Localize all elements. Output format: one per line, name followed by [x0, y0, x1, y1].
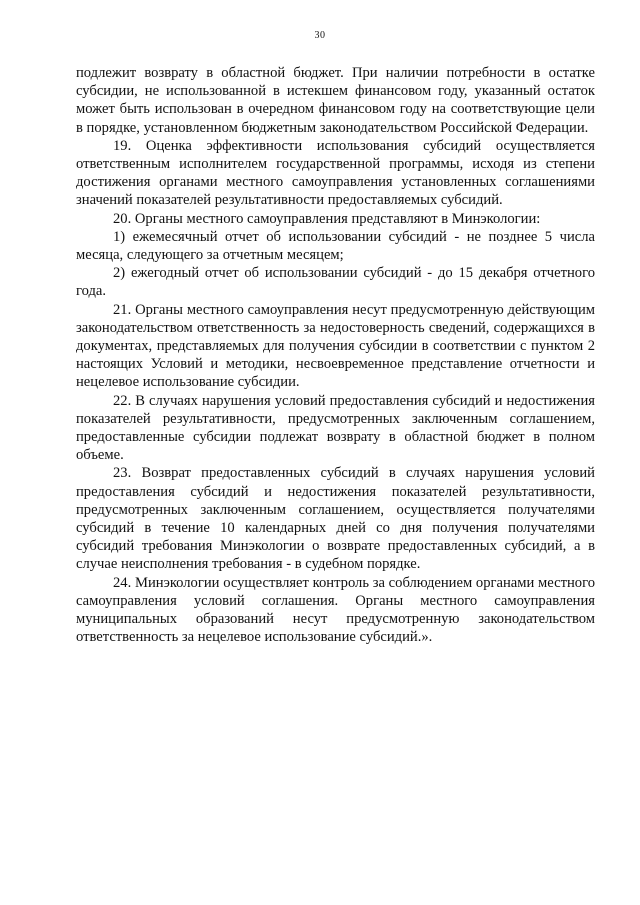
paragraph-20: 20. Органы местного самоуправления представляют в Минэкологии:	[113, 210, 541, 227]
paragraph-20-item-2: 2) ежегодный отчет об использовании субсидий - до 15 декабря отчетного года.	[76, 265, 595, 300]
paragraph-22: 22. В случаях нарушения условий предоставления субсидий и недостижения показателей результативности, предусмотренных заключенным соглашением, предоставленные субсидии подлежат возврату в областной бюджет в полном объеме.	[76, 392, 595, 464]
paragraph-19: 19. Оценка эффективности использования субсидий осуществляется ответственным исполнителем государственной программы, исходя из степени достижения органами местного самоуправления установленных соглашениями значений показателей результативности предоставляемых субсидий.	[76, 137, 595, 209]
paragraph-24: 24. Минэкологии осуществляет контроль за соблюдением органами местного самоуправления условий соглашения. Органы местного самоуправления муниципальных образований несут предусмотренную законодательством ответственность за нецелевое использование субсидий.».	[76, 574, 595, 646]
paragraph-21: 21. Органы местного самоуправления несут предусмотренную действующим законодательством ответственность за недостоверность сведений, содержащихся в документах, представляемых для получения субсидии в соответствии с пунктом 2 настоящих Условий и методики, несвоевременное представление отчетности и нецелевое использование субсидии.	[76, 301, 595, 391]
page-number: 30	[314, 30, 326, 41]
paragraph-continuation: подлежит возврату в областной бюджет. При наличии потребности в остатке субсидии, не использованной в истекшем финансовом году, указанный остаток может быть использован в очередном финансовом году на соответствующие цели в порядке, установленном бюджетным законодательством Российской Федерации.	[76, 65, 595, 136]
document-body	[76, 64, 595, 647]
paragraph-20-item-1: 1) ежемесячный отчет об использовании субсидий - не позднее 5 числа месяца, следующего за отчетным месяцем;	[76, 228, 595, 264]
paragraph-23: 23. Возврат предоставленных субсидий в случаях нарушения условий предоставления субсидий и недостижения показателей результативности, предусмотренных заключенным соглашением, осуществляется получателями субсидий в течение 10 календарных дней со дня получения получателями субсидий требования Минэкологии о возврате предоставленных субсидий, а в случае неисполнения требования - в судебном порядке.	[76, 465, 595, 573]
